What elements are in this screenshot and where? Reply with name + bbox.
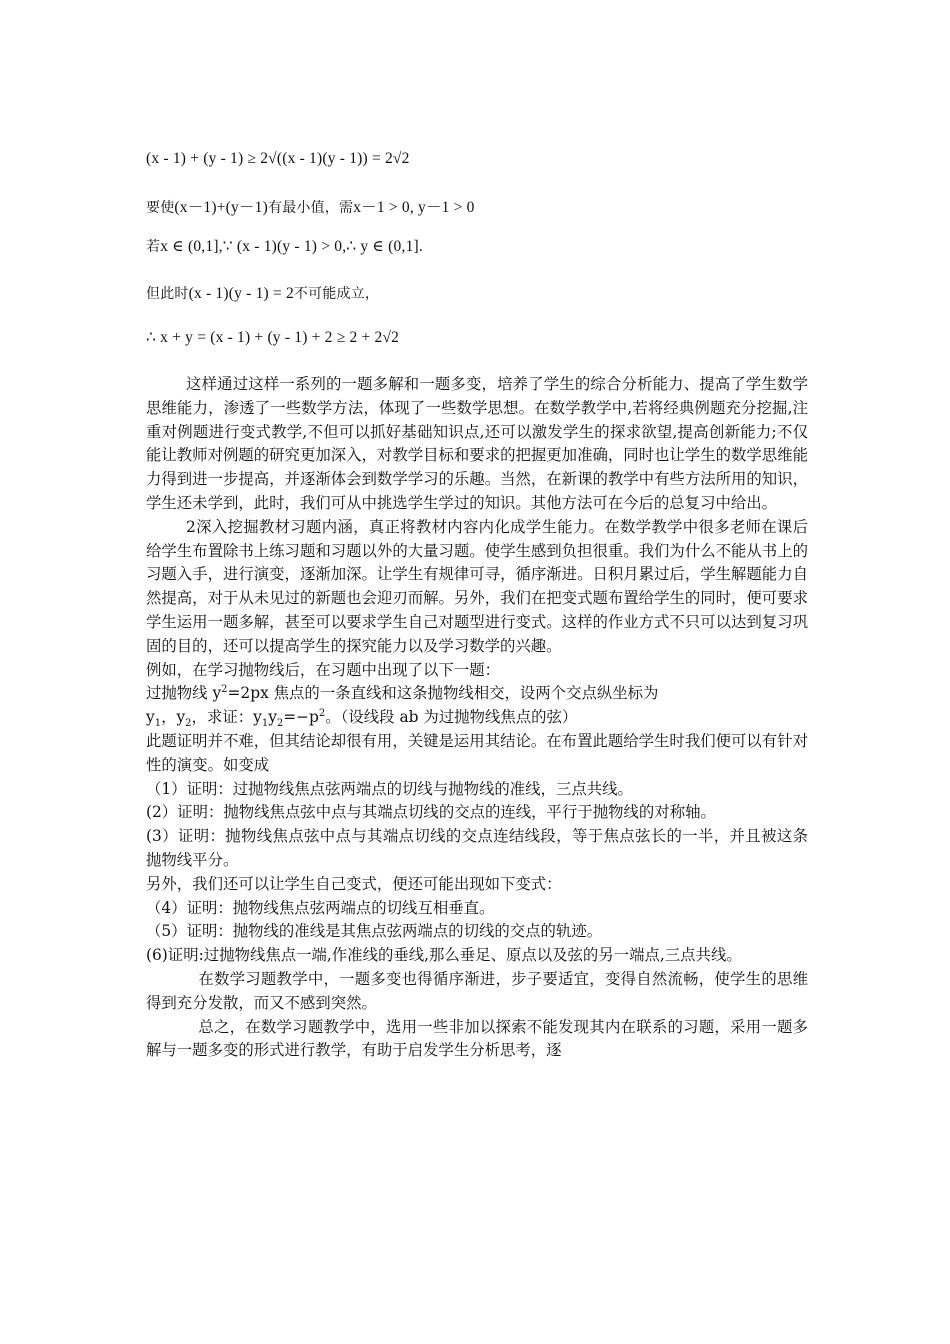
p-squared-superscript: 2 [318,708,326,720]
math-line-2-text-a: 要使 [146,200,175,216]
paragraph-conclusion: 总之，在数学习题教学中，选用一些非加以探索不能发现其内在联系的习题，采用一题多解与一题多变的形式进行教学，有助于启发学生分析思考，逐 [146,1017,808,1060]
paragraph-student-variations: 另外，我们还可以让学生自己变式，便还可能出现如下变式： [146,874,562,893]
math-line-5: ∴ x + y = (x - 1) + (y - 1) + 2 ≥ 2 + 2√2 [146,329,400,346]
math-line-4-expr: (x - 1)(y - 1) = 2 [188,285,294,302]
chord-note: 。（设线段 ab 为过抛物线焦点的弦） [325,708,578,727]
paragraph-variation-intro: 此题证明并不难，但其结论却很有用，关键是运用其结论。在布置此题给学生时我们便可以有针对性的演变。如变成 [146,731,808,774]
product-subscript-1: 1 [261,718,269,730]
paragraph-gradual: 在数学习题教学中，一题多变也得循序渐进，步子要适宜，变得自然流畅，使学生的思维得到充分发散，而又不感到突然。 [146,969,808,1012]
y1-symbol: y [146,708,155,727]
prove-text: ，求证：y [191,708,262,727]
variation-4: （4）证明：抛物线焦点弦两端点的切线互相垂直。 [146,898,495,917]
y1-subscript: 1 [154,718,162,730]
math-line-3 [146,236,423,256]
product-subscript-2: 2 [276,718,284,730]
paragraph-problem-line-1 [146,682,808,706]
math-line-1: (x - 1) + (y - 1) ≥ 2√((x - 1)(y - 1)) = 2√2 [146,150,410,167]
variation-5: （5）证明：抛物线的准线是其焦点弦两端点的切线的交点的轨迹。 [146,922,603,941]
math-line-2-text-b: 有最小值，需 [268,200,354,216]
math-line-2-expr: (x－1)+(y－1) [174,199,268,216]
body-text [146,373,808,1063]
math-line-3-expr: x ∈ (0,1],∵ (x - 1)(y - 1) > 0,∴ y ∈ (0,1]. [160,238,423,255]
math-line-4-text-b: 不可能成立， [293,286,380,302]
math-line-4 [146,283,379,303]
variation-1: （1）证明：过抛物线焦点弦两端点的切线与抛物线的准线，三点共线。 [146,779,633,798]
paragraph-summary: 这样通过这样一系列的一题多解和一题多变，培养了学生的综合分析能力、提高了学生数学思维能力，渗透了一些数学方法，体现了一些数学思想。在数学教学中,若将经典例题充分挖掘,注重对例题进行变式教学,不但可以抓好基础知识点,还可以激发学生的探求欲望,提高创新能力;不仅能让教师对例题的研究更加深入，对教学目标和要求的把握更加准确，同时也让学生的数学思维能力得到进一步提高，并逐渐体会到数学学习的乐趣。当然，在新课的教学中有些方法所用的知识，学生还未学到，此时，我们可从中挑选学生学过的知识。其他方法可在今后的总复习中给出。 [146,375,808,512]
problem-text-a: 过抛物线 y [146,684,222,703]
math-line-2-condition: x－1 > 0, y－1 > 0 [353,199,475,216]
product-y: y [268,708,277,727]
y2-symbol: ，y [161,708,186,727]
math-line-3-text: 若 [146,239,161,255]
problem-superscript: 2 [221,684,228,696]
variation-3: (3）证明：抛物线焦点弦中点与其端点切线的交点连结线段，等于焦点弦长的一半，并且被这条抛物线平分。 [146,827,808,869]
variation-6: (6)证明:过抛物线焦点一端,作准线的垂线,那么垂足、原点以及弦的另一端点,三点共线。 [146,946,742,965]
variation-2: (2）证明：抛物线焦点弦中点与其端点切线的交点的连线，平行于抛物线的对称轴。 [146,803,716,822]
paragraph-example-intro: 例如，在学习抛物线后，在习题中出现了以下一题： [146,660,500,679]
problem-text-b: =2px 焦点的一条直线和这条抛物线相交，设两个交点纵坐标为 [227,684,659,703]
math-line-2 [146,195,475,217]
paragraph-problem-line-2 [146,706,808,730]
paragraph-textbook-exercises: 2深入挖掘教材习题内涵，真正将教材内容内化成学生能力。在数学教学中很多老师在课后给学生布置除书上练习题和习题以外的大量习题。使学生感到负担很重。我们为什么不能从书上的习题入手，进行演变，逐渐加深。让学生有规律可寻，循序渐进。日积月累过后，学生解题能力自然提高，对于从未见过的新题也会迎刃而解。另外，我们在把变式题布置给学生的同时，便可要求学生运用一题多解，甚至可以要求学生自己对题型进行变式。这样的作业方式不只可以达到复习巩固的目的，还可以提高学生的探究能力以及学习数学的兴趣。 [146,517,808,655]
math-line-4-text-a: 但此时 [146,286,189,302]
product-equals: =−p [283,708,319,727]
y2-subscript: 2 [185,718,192,730]
